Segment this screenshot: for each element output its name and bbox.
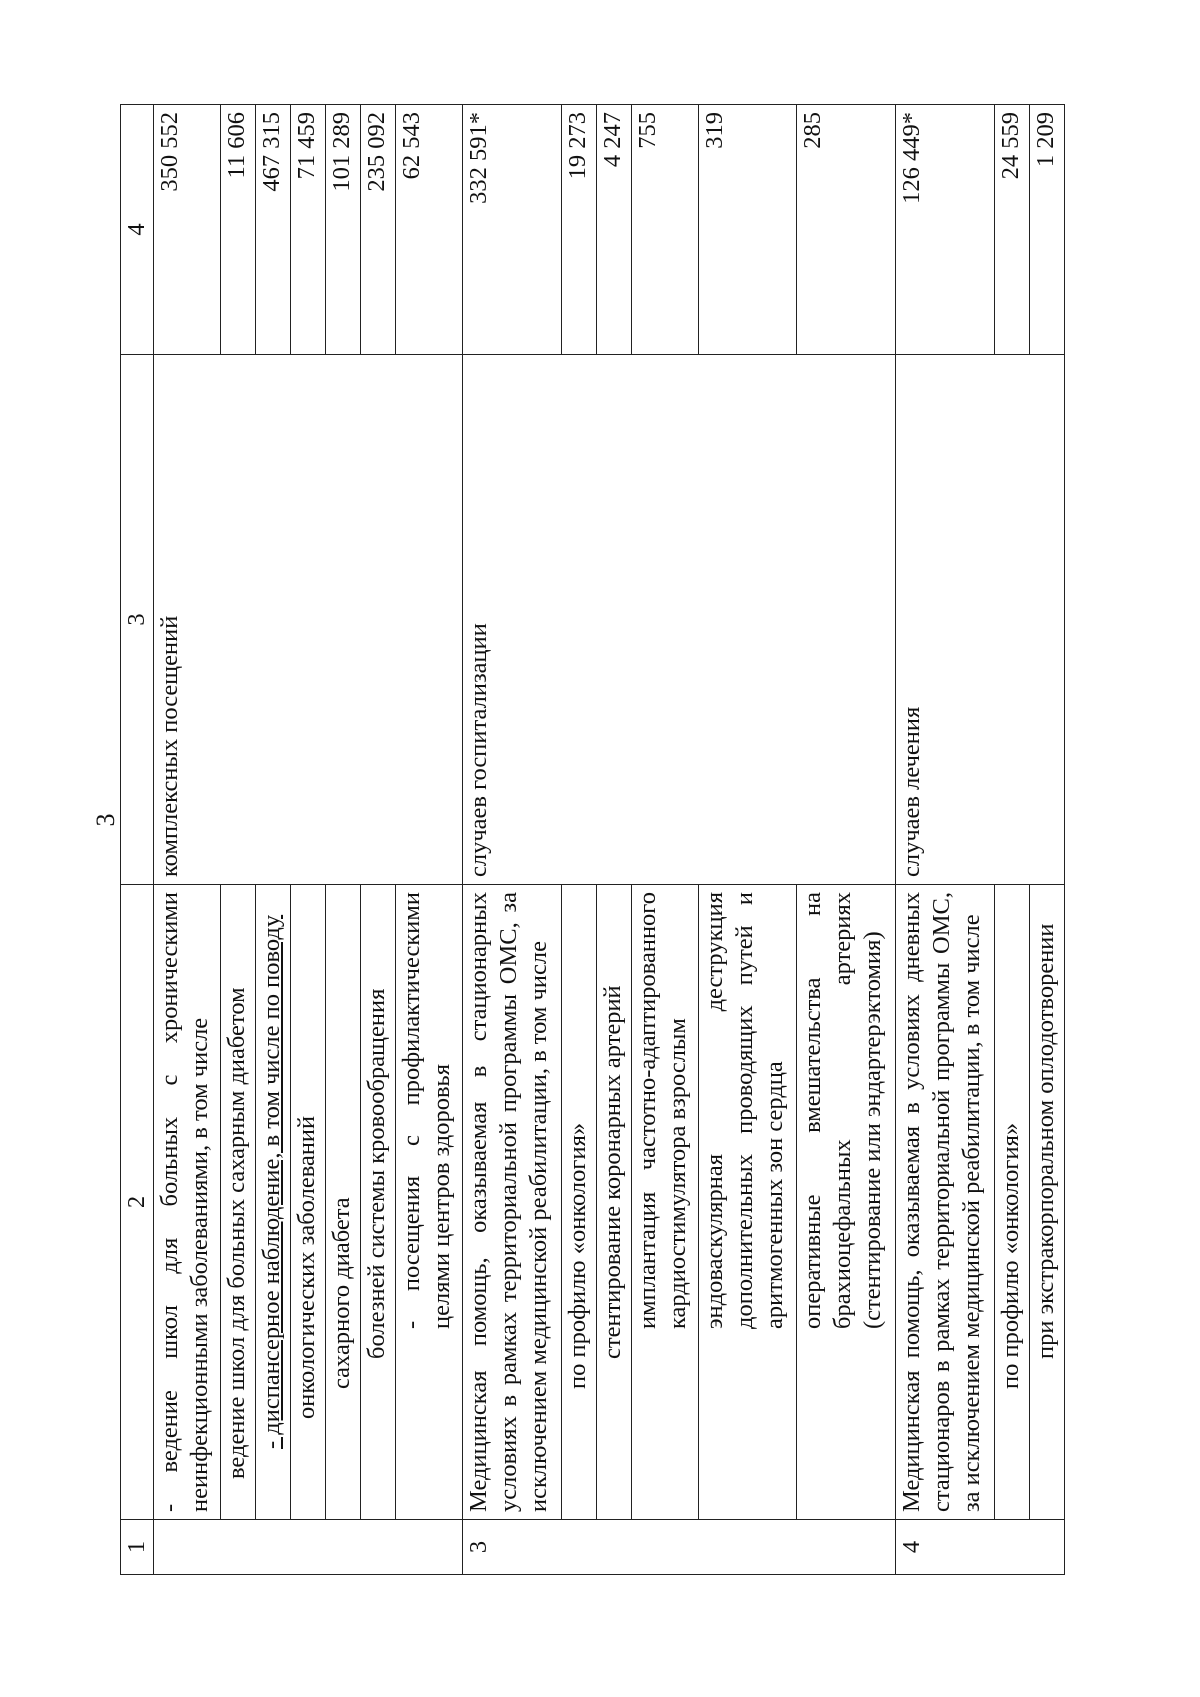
row-text: онкологических заболеваний xyxy=(290,885,325,1520)
row-text: стентирование коронарных артерий xyxy=(596,885,631,1520)
row-text: Медицинская помощь, оказываемая в стационарных условиях в рамках территориальной программы ОМС, за исключением медицинской реабилитации, в том числе xyxy=(462,885,561,1520)
header-col-1: 1 xyxy=(121,1520,154,1575)
row-text: по профилю «онкология» xyxy=(994,885,1029,1520)
row-number-cell: 4 xyxy=(896,1520,1065,1575)
row-value: 467 315 xyxy=(255,105,290,355)
table-row xyxy=(154,105,221,1575)
row-text xyxy=(255,885,290,1520)
table-row xyxy=(896,105,995,1575)
row-value: 1 209 xyxy=(1029,105,1064,355)
row-text: сахарного диабета xyxy=(325,885,360,1520)
row-value: 285 xyxy=(797,105,896,355)
services-table xyxy=(120,104,1065,1575)
row-text: оперативные вмешательства на брахиоцефальных артериях (стентирование или эндартерэктомия) xyxy=(797,885,896,1520)
table-header-row xyxy=(121,105,154,1575)
row-unit: случаев госпитализации xyxy=(462,355,895,885)
table-row xyxy=(462,105,561,1575)
row-text: - посещения с профилактическими целями центров здоровья xyxy=(396,885,463,1520)
header-col-3: 3 xyxy=(121,355,154,885)
row-text: при экстракорпоральном оплодотворении xyxy=(1029,885,1064,1520)
row-unit: комплексных посещений xyxy=(154,355,463,885)
rotated-table-wrapper xyxy=(120,105,1065,1575)
row-value: 101 289 xyxy=(325,105,360,355)
row-value: 4 247 xyxy=(596,105,631,355)
row-value: 332 591* xyxy=(462,105,561,355)
row-value: 350 552 xyxy=(154,105,221,355)
row-value: 71 459 xyxy=(290,105,325,355)
row-text: болезней системы кровообращения xyxy=(361,885,396,1520)
page-number: 3 xyxy=(91,813,120,827)
row-text: имплантация частотно-адаптированного кардиостимулятора взрослым xyxy=(631,885,698,1520)
row-value: 319 xyxy=(698,105,797,355)
row-value: 24 559 xyxy=(994,105,1029,355)
header-col-2: 2 xyxy=(121,885,154,1520)
row-value: 19 273 xyxy=(561,105,596,355)
row-text: Медицинская помощь, оказываемая в условиях дневных стационаров в рамках территориальной программы ОМС, за исключением медицинской реабилитации, в том числе xyxy=(896,885,995,1520)
row-text: по профилю «онкология» xyxy=(561,885,596,1520)
row-text: ведение школ для больных сахарным диабетом xyxy=(220,885,255,1520)
row-text-underlined: - диспансерное наблюдение, в том числе по поводу xyxy=(257,914,285,1449)
row-value: 126 449* xyxy=(896,105,995,355)
header-col-4: 4 xyxy=(121,105,154,355)
row-number-cell: 3 xyxy=(462,1520,895,1575)
row-value: 62 543 xyxy=(396,105,463,355)
row-value: 235 092 xyxy=(361,105,396,355)
row-text: эндоваскулярная деструкция дополнительных проводящих путей и аритмогенных зон сердца xyxy=(698,885,797,1520)
row-value: 11 606 xyxy=(220,105,255,355)
row-unit: случаев лечения xyxy=(896,355,1065,885)
row-text: - ведение школ для больных с хроническими неинфекционными заболеваниями, в том числе xyxy=(154,885,221,1520)
row-value: 755 xyxy=(631,105,698,355)
row-number-cell xyxy=(154,1520,463,1575)
